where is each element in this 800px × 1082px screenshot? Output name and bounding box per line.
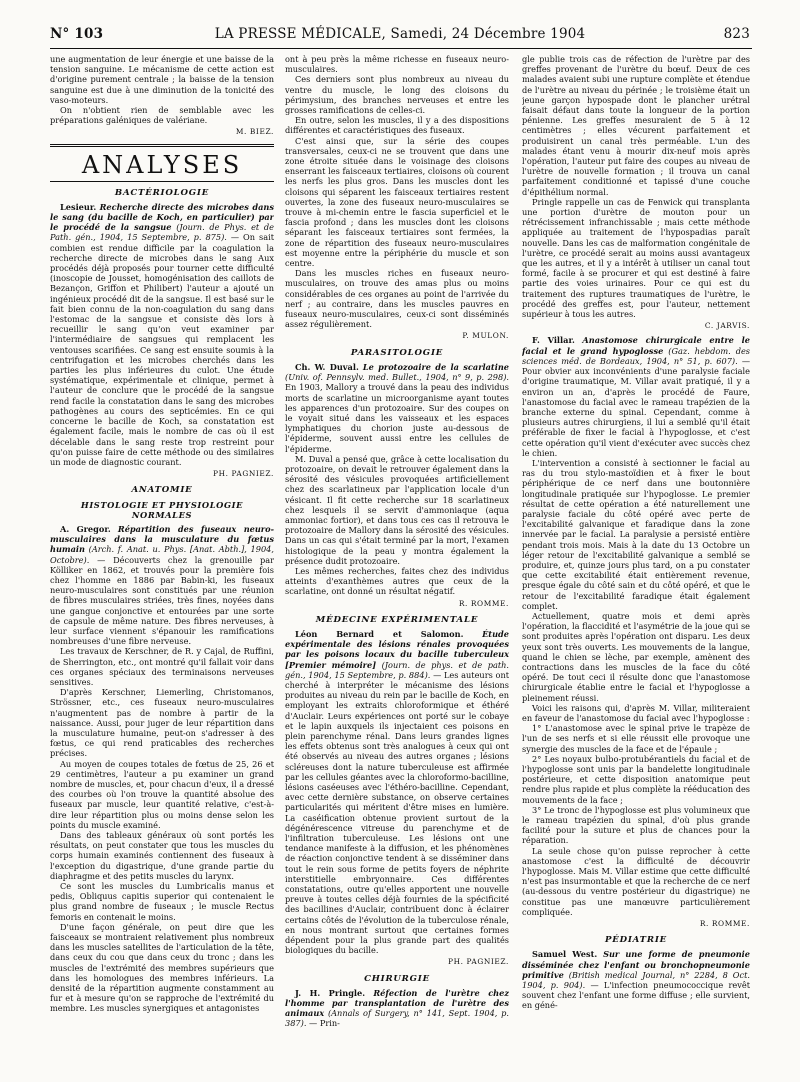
article-text: — Pour obvier aux inconvénients d'une paralysie faciale d'origine traumatique, M. Villar avait pratiqué, il y a environ un an, d'après le procédé de Faure, l'anastomose du facial avec le rameau trapézien de la branche externe du spinal. Cependant, comme à plusieurs autres chirurgiens, il lui a semblé qu'il était préférable de fixer le facial à l'hypoglosse, et c'est cette opération qu'il vient d'exécuter avec succès chez le chien. (522, 355, 750, 458)
header-rule (50, 48, 752, 49)
paragraph: M. Duval a pensé que, grâce à cette localisation du protozoaire, on devait le retrouver également dans la sérosité des vésicules provoquées artificiellement chez des scarlatineux par l'application locale d'un vésicant. Il fit cette recherche sur 18 scarlatineux chez lesquels il se servit d'ammoniaque (aqua ammoniac fortior), et dans tous ces cas il retrouva le protozoaire de Mallory dans la sérosité des vésicules. Dans un cas qui s'était terminé par la mort, l'examen histologique de la peau y montra également la présence dudit protozoaire. (285, 453, 509, 566)
article-reference: (Journ. de phys. et de path. gén., 1904, 15 Septembre, p. 884). (285, 659, 509, 680)
paragraph: Les mêmes recherches, faites chez des individus atteints d'exanthèmes autres que ceux de la scarlatine, ont donné un résultat négatif. (285, 565, 509, 597)
article-reference: (Univ. of. Pennsylv. med. Bullet., 1904, n° 9, p. 298). (285, 372, 509, 383)
section-heading: BACTÉRIOLOGIE (114, 187, 210, 198)
article-author: Léon Bernard et Salomon. (295, 628, 464, 639)
article-author: Lesieur. (60, 201, 97, 212)
paragraph: Ces derniers sont plus nombreux au niveau du ventre du muscle, le long des cloisons du périmysium, des branches nerveuses et entre les grosses ramifications de celles-ci. (285, 74, 509, 116)
section-heading: ANATOMIE (131, 485, 193, 496)
section-heading: PARASITOLOGIE (350, 347, 444, 358)
article-text: — On sait combien est rendue difficile par la coagulation la recherche directe de microbes dans le sang Aux procédés déjà proposés pour tourner cette difficulté (inoscopie de Jousset, homogénisation des caillots de Bezançon, Griffon et Philibert) l'auteur a ajouté un ingénieux procédé dit de la sangsue. Il est basé sur le fait bien connu de la non-coagulation du sang dans l'estomac de la sangsue et consiste dès lors à recueillir le sang qu'on veut examiner par l'intermédiaire de sangsues qui remplacent les ventouses scarifiées. Ce sang est ensuite soumis à la centrifugation et les microbes cherchés dans les parties les plus inférieures du culot. Une étude systématique, expérimentale et clinique, permet à l'auteur de conclure que le procédé de la sangsue rend facile la constatation dans le sang des microbes pathogènes au cours des septicémies. En ce qui concerne le bacille de Koch, sa constatation est également facile, mais le nombre de cas où il est décelable dans le sang reste trop restreint pour qu'on puisse faire de cette méthode ou des similaires un mode de diagnostic courant. (50, 232, 274, 467)
section-heading: MÉDECINE EXPÉRIMENTALE (315, 614, 479, 625)
paragraph: Au moyen de coupes totales de fœtus de 25, 26 et 29 centimètres, l'auteur a pu examiner un grand nombre de muscles, et, pour chacun d'eux, il a dressé des courbes où l'on trouve la quantité absolue des fuseaux par muscle, leur quantité relative, c'est-à-dire leur répartition plus ou moins dense selon les points du muscle examiné. (50, 758, 274, 830)
issue-number: N° 103 (50, 26, 104, 42)
subsection-heading: HISTOLOGIE ET PHYSIOLOGIE NORMALES (80, 499, 244, 520)
article-title: Répartition des fuseaux neuro-musculaires dans la musculature du fœtus humain (50, 523, 274, 555)
page-number: 823 (723, 26, 750, 42)
article-paragraph (285, 362, 509, 454)
section-heading: PÉDIATRIE (605, 935, 667, 946)
signature: P. MULON. (462, 331, 509, 341)
paragraph: 3° Le tronc de l'hypoglosse est plus volumineux que le rameau trapézien du spinal, d'où plus grande facilité pour la suture et plus de chances pour la réparation. (522, 804, 750, 846)
paragraph: gle publie trois cas de réfection de l'urètre par des greffes provenant de l'urètre du bœuf. Deux de ces malades avaient subi une rupture complète et étendue de l'urètre au niveau du périnée ; le troisième était un jeune garçon hypospade dont le plancher urétral faisait défaut dans toute la longueur de la portion pénienne. Les greffes mesuraient de 5 à 12 centimètres ; elles vécurent parfaitement et produisirent un canal très perméable. L'un des malades étant venu à mourir dix-neuf mois après l'opération, l'auteur put faire des coupes au niveau de l'urètre de nouvelle formation ; il trouva un canal parfaitement conditionné et tapissé d'une couche d'épithélium normal. (522, 54, 750, 197)
paragraph: Ce sont les muscles du Lumbricalis manus et pedis, Obliquus capitis superior qui contenaient le plus grand nombre de fuseaux ; le muscle Rectus femoris en contenait le moins. (50, 881, 274, 922)
article-title: Anastomose chirurgicale entre le facial et le grand hypoglosse (522, 335, 750, 356)
article-title: Sur une forme de pneumonie disséminée chez l'enfant ou bronchopneumonie primitive (522, 949, 750, 980)
signature: PH. PAGNIEZ. (213, 469, 274, 479)
article-reference: (Journ. de Phys. et de Path. gén., 1904, 15 Septembre, p. 875). (50, 222, 274, 243)
article-title: Étude expérimentale des lésions rénales provoquées par les poisons locaux du bacille tuberculeux [Premier mémoire] (285, 628, 509, 670)
article-paragraph (285, 988, 509, 1029)
page-header (50, 26, 750, 44)
article-paragraph (50, 202, 274, 467)
paragraph: Voici les raisons qui, d'après M. Villar, militeraient en faveur de l'anastomose du facial avec l'hypoglosse : (522, 702, 750, 723)
paragraph: Pringle rappelle un cas de Fenwick qui transplanta une portion d'urètre de mouton pour un rétrécissement infranchissable ; mais cette méthode appliquée au traitement de l'hypospadias paraît nouvelle. Dans les cas de malformation congénitale de l'urètre, ce procédé serait au moins aussi avantageux que les autres, et il y a intérêt à utiliser un canal tout formé, facile à se procurer et qui est destiné à faire partie des voies urinaires. Pour ce qui est du traitement des ruptures traumatiques de l'urètre, le procédé des greffes est, pour l'auteur, nettement supérieur à tous les autres. (522, 196, 750, 320)
paragraph: L'intervention a consisté à sectionner le facial au ras du trou stylo-mastoïdien et à fixer le bout périphérique de ce nerf dans une boutonnière longitudinale pratiquée sur l'hypoglosse. Le premier résultat de cette opération a été naturellement une paralysie faciale du côté opéré avec perte de l'excitabilité galvanique et faradique dans la zone innervée par le facial. La paralysie a persisté entière pendant trois mois. Mais à la date du 13 Octobre un léger retour de l'excitabilité galvanique a semblé se produire, et, quinze jours plus tard, on a pu constater que cette excitabilité était entièrement revenue, presque égale du côté sain et du côté opéré, et que le retour de l'excitabilité faradique était également complet. (522, 457, 750, 611)
article-reference: (British medical Journal, n° 2284, 8 Oct. 1904, p. 904). (522, 969, 750, 991)
paragraph: Les travaux de Kerschner, de R. y Cajal, de Ruffini, de Sherrington, etc., ont montré qu'il fallait voir dans ces organes spéciaux des terminaisons nerveuses sensitives. (50, 646, 274, 687)
paragraph: 1° L'anastomose avec le spinal prive le trapèze de l'un de ses nerfs et si elle réussit elle provoque une synergie des muscles de la face et de l'épaule ; (522, 723, 750, 754)
article-reference: (Arch. f. Anat. u. Phys. [Anat. Abth.], 1904, Octobre). (50, 544, 274, 565)
article-title: Le protozoaire de la scarlatine (362, 361, 509, 372)
article-text: En 1903, Mallory a trouvé dans la peau des individus morts de scarlatine un microorganisme ayant toutes les apparences d'un protozoaire. Sur des coupes on le voyait situé dans les vaisseaux et les espaces lymphatiques du chorion juste au-dessous de l'épiderme, souvent aussi entre les cellules de l'épiderme. (285, 382, 509, 454)
paragraph: Dans des tableaux généraux où sont portés les résultats, on peut constater que tous les muscles du corps humain examinés contiennent des fuseaux à l'exception du digastrique, d'une grande partie du diaphragme et des petits muscles du larynx. (50, 830, 274, 881)
paragraph: Actuellement, quatre mois et demi après l'opération, la flaccidité et l'asymétrie de la joue qui se sont produites après l'opération ont disparu. Les deux yeux sont très ouverts. Les mouvements de la langue, quand le chien se lèche, par exemple, amènent des contractions dans les muscles de la face du côté opéré. De tout ceci il résulte donc que l'anastomose chirurgicale établie entre le facial et l'hypoglosse a pleinement réussi. (522, 610, 750, 703)
article-paragraph (522, 335, 750, 457)
article-title: Recherche directe des microbes dans le sang (du bacille de Koch, en particulier) par le procédé de la sangsue (50, 201, 274, 233)
signature: C. JARVIS. (704, 321, 750, 331)
paragraph: D'une façon générale, on peut dire que les faisceaux se montraient relativement plus nombreux dans les muscles satellites de l'articulation de la tête, dans ceux du cou que dans ceux du tronc ; dans les muscles de l'extrémité des membres supérieurs que dans les homologues des membres inférieurs. La densité de la répartition augmente constamment au fur et à mesure qu'on se rapproche de l'extrémité du membre. Les muscles synergiques et antagonistes (50, 921, 274, 1014)
paragraph: Dans les muscles riches en fuseaux neuro-musculaires, on trouve des amas plus ou moins considérables de ces organes au point de l'arrivée du nerf ; au contraire, dans les muscles pauvres en fuseaux neuro-musculaires, ceux-ci sont disséminés assez régulièrement. (285, 268, 509, 330)
article-paragraph (285, 629, 509, 956)
signature: M. BIEZ. (235, 127, 274, 137)
signature: R. ROMME. (458, 598, 509, 608)
paragraph: une augmentation de leur énergie et une baisse de la tension sanguine. Le mécanisme de cette action est d'origine purement centrale ; la baisse de la tension sanguine est due à une diminution de la tonicité des vaso-moteurs. (50, 54, 274, 105)
column-2 (285, 54, 509, 1074)
article-text: — L'infection pneumococcique revêt souvent chez l'enfant une forme diffuse ; elle survient, en géné- (522, 980, 750, 1011)
paragraph: La seule chose qu'on puisse reprocher à cette anastomose c'est la difficulté de découvrir l'hypoglosse. Mais M. Villar estime que cette difficulté n'est pas insurmontable et que la recherche de ce nerf (au-dessous du ventre postérieur du digastrique) ne constitue pas une manœuvre particulièrement compliquée. (522, 845, 750, 917)
article-author: F. Villar. (532, 335, 575, 346)
article-text: — Les auteurs ont cherché à interpréter le mécanisme des lésions produites au niveau du rein par le bacille de Koch, en employant les extraits chloroformique et éthéré d'Auclair. Leurs expériences ont porté sur le cobaye et le lapin auxquels ils injectaient ces poisons en plein parenchyme rénal. Dans leurs grandes lignes les effets obtenus sont très analogues à ceux qui ont été observés au niveau des autres organes ; lésions scléreuses dont la nature tuberculeuse est affirmée par les cellules géantes avec la chloroformo-bacilline, lésions caséeuses avec l'éthéro-bacilline. Cependant, avec cette dernière substance, on observe certaines particularités qui méritent d'être mises en lumière. La caséification obtenue provient surtout de la dégénérescence vitreuse du parenchyme et de l'infiltration tuberculeuse. Les lésions ont une tendance manifeste à la diffusion, et les phénomènes de réaction conjonctive tendent à se disséminer dans tout le rein sous forme de petits foyers de néphrite interstitielle embryonnaire. Ces différentes constatations, outre qu'elles apportent une nouvelle preuve à toutes celles déjà fournies de la spécificité des bacillines d'Auclair, contribuent donc à éclairer certains côtés de l'évolution de la tuberculose rénale, en nous montrant surtout que certaines formes dépendent pour la plus grande part des qualités biologiques du bacille. (285, 669, 509, 956)
signature: R. ROMME. (699, 919, 750, 929)
article-author: Ch. W. Duval. (295, 361, 359, 372)
paragraph: 2° Les noyaux bulbo-protubérantiels du facial et de l'hypoglosse sont unis par la bandelette longitudinale postérieure, et cette disposition anatomique peut rendre plus rapide et plus complète la rééducation des mouvements de la face ; (522, 753, 750, 805)
paragraph: C'est ainsi que, sur la série des coupes transversales, ceux-ci ne se trouvent que dans une zone étroite située dans le voisinage des cloisons enserrant les faisceaux tertiaires, cloisons où courent les nerfs les plus gros. Dans les muscles dont les cloisons qui séparent les faisceaux tertiaires restent ouvertes, la zone des fuseaux neuro-musculaires se trouve à mi-chemin entre le fascia superficiel et le fascia profond ; dans les muscles dont les cloisons séparant les faisceaux tertiaires sont fermées, la zone de répartition des fuseaux neuro-musculaires est moyenne entre la périphérie du muscle et son centre. (285, 135, 509, 269)
article-reference: (Annals of Surgery, n° 141, Sept. 1904, p. 387). (285, 1008, 509, 1029)
article-title: Réfection de l'urètre chez l'homme par transplantation de l'urètre des animaux (285, 987, 509, 1019)
paragraph: D'après Kerschner, Liemerling, Christomanos, Strössner, etc., ces fuseaux neuro-musculaires n'augmentent pas de nombre à partir de la naissance. Aussi, pour juger de leur répartition dans la musculature humaine, peut-on s'adresser à des fœtus, ce qui rend praticables des recherches précises. (50, 687, 274, 759)
column-1 (50, 54, 274, 1074)
signature: PH. PAGNIEZ. (448, 957, 509, 967)
column-3 (522, 54, 750, 1074)
article-author: A. Gregor. (60, 523, 111, 534)
paragraph: On n'obtient rien de semblable avec les préparations galéniques de valériane. (50, 105, 274, 126)
article-paragraph (50, 524, 274, 646)
section-heading: CHIRURGIE (364, 973, 430, 984)
article-text: — Découverts chez la grenouille par Kölliker en 1862, et trouvés pour la première fois chez l'homme en 1886 par Babin-ki, les fuseaux neuro-musculaires sont constitués par une réunion de fibres musculaires striées, très fines, noyées dans une gangue conjonctive et entourées par une sorte de capsule de même nature. Des fibres nerveuses, à leur surface viennent s'épanouir les ramifications nombreuses d'une fibre nerveuse. (50, 554, 274, 647)
article-reference: (Gaz. hebdom. des sciences méd. de Bordeaux, 1904, n° 51, p. 607). (522, 345, 750, 366)
analyses-banner (50, 144, 274, 182)
article-author: Samuel West. (532, 949, 598, 960)
article-paragraph (522, 949, 750, 1010)
paragraph: ont à peu près la même richesse en fuseaux neuro-musculaires. (285, 54, 509, 75)
paragraph: En outre, selon les muscles, il y a des dispositions différentes et caractéristiques des fuseaux. (285, 115, 509, 136)
journal-title: LA PRESSE MÉDICALE, Samedi, 24 Décembre 1904 (214, 26, 586, 42)
article-author: J. H. Pringle. (295, 987, 366, 998)
section-title: ANALYSES (81, 150, 243, 179)
article-text: — Prin- (309, 1018, 340, 1029)
